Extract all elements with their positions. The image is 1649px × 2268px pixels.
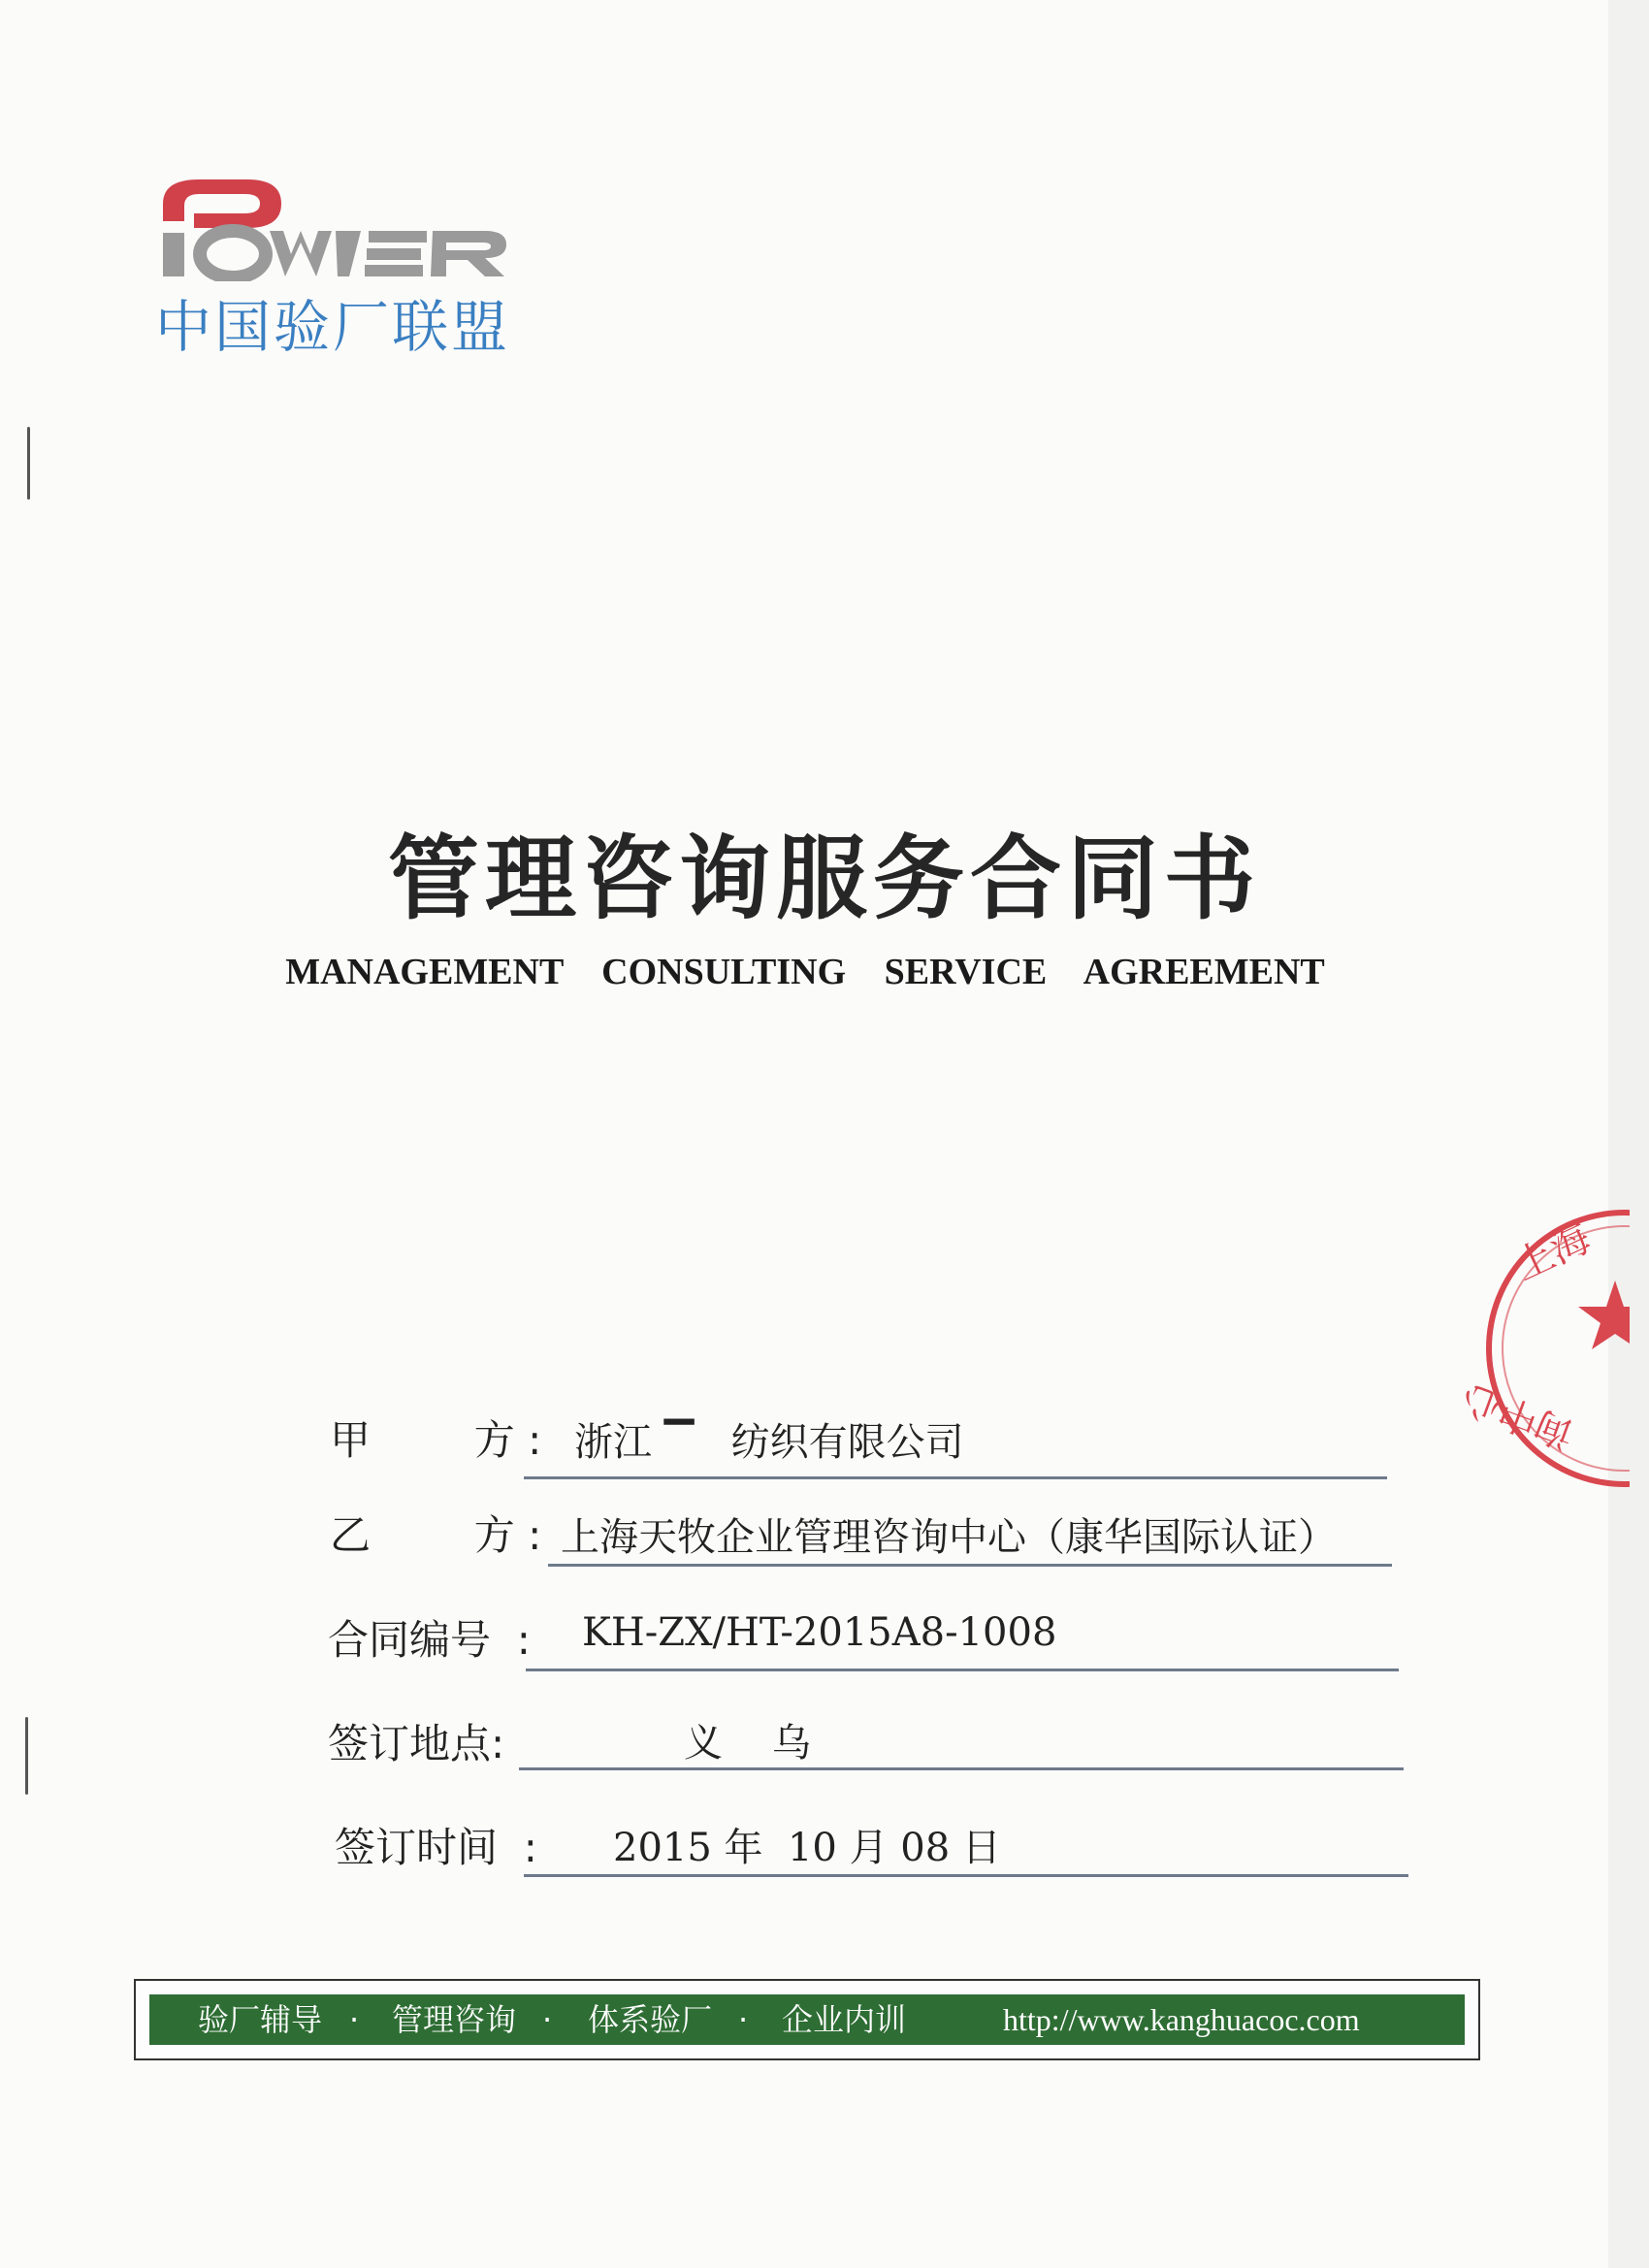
sign-date-value: 2015 年 10 月 08 日 — [613, 1826, 1001, 1870]
footer-item-system-audit: 体系验厂 — [588, 2001, 713, 2038]
footer-green-bar — [149, 1994, 1465, 2045]
footer-separator: · — [349, 2001, 360, 2038]
staple-mark-bottom — [25, 1717, 28, 1795]
party-a-value: 浙江 ▔ 纺织有限公司 — [574, 1420, 964, 1465]
footer-item-factory-audit: 验厂辅导 — [198, 2001, 323, 2038]
svg-text:询中心: 询中心 — [1456, 1375, 1581, 1457]
sign-date-underline — [524, 1874, 1408, 1877]
party-a-label: 甲 方 : — [330, 1416, 542, 1464]
footer-separator: · — [738, 2001, 749, 2038]
power-logo — [155, 175, 524, 281]
page-edge-shadow — [1608, 0, 1649, 2268]
contract-number-underline — [526, 1669, 1399, 1671]
svg-text:上海: 上海 — [1507, 1215, 1598, 1290]
sign-place-underline — [519, 1767, 1404, 1770]
official-seal-stamp — [1416, 1188, 1630, 1518]
party-b-label: 乙 方 : — [330, 1511, 542, 1559]
party-a-underline — [524, 1476, 1387, 1479]
sign-place-value: 义 乌 — [684, 1721, 811, 1766]
footer-banner — [134, 1979, 1480, 2060]
footer-item-internal-training: 企业内训 — [782, 2001, 907, 2038]
sign-place-label: 签订地点: — [328, 1720, 505, 1767]
party-b-underline — [548, 1564, 1392, 1567]
party-b-value: 上海天牧企业管理咨询中心（康华国际认证） — [561, 1515, 1337, 1560]
footer-item-management-consulting: 管理咨询 — [392, 2001, 517, 2038]
logo-subtitle: 中国验厂联盟 — [155, 294, 511, 360]
contract-number-label: 合同编号 : — [328, 1616, 531, 1664]
document-title-english: MANAGEMENT CONSULTING SERVICE AGREEMENT — [285, 952, 1325, 992]
document-title-chinese: 管理咨询服务合同书 — [387, 826, 1261, 932]
footer-website-link[interactable]: http://www.kanghuacoc.com — [1003, 2002, 1360, 2037]
contract-number-value: KH-ZX/HT-2015A8-1008 — [582, 1610, 1057, 1655]
staple-mark-top — [27, 427, 30, 500]
sign-date-label: 签订时间 : — [335, 1824, 537, 1871]
footer-separator: · — [542, 2001, 553, 2038]
